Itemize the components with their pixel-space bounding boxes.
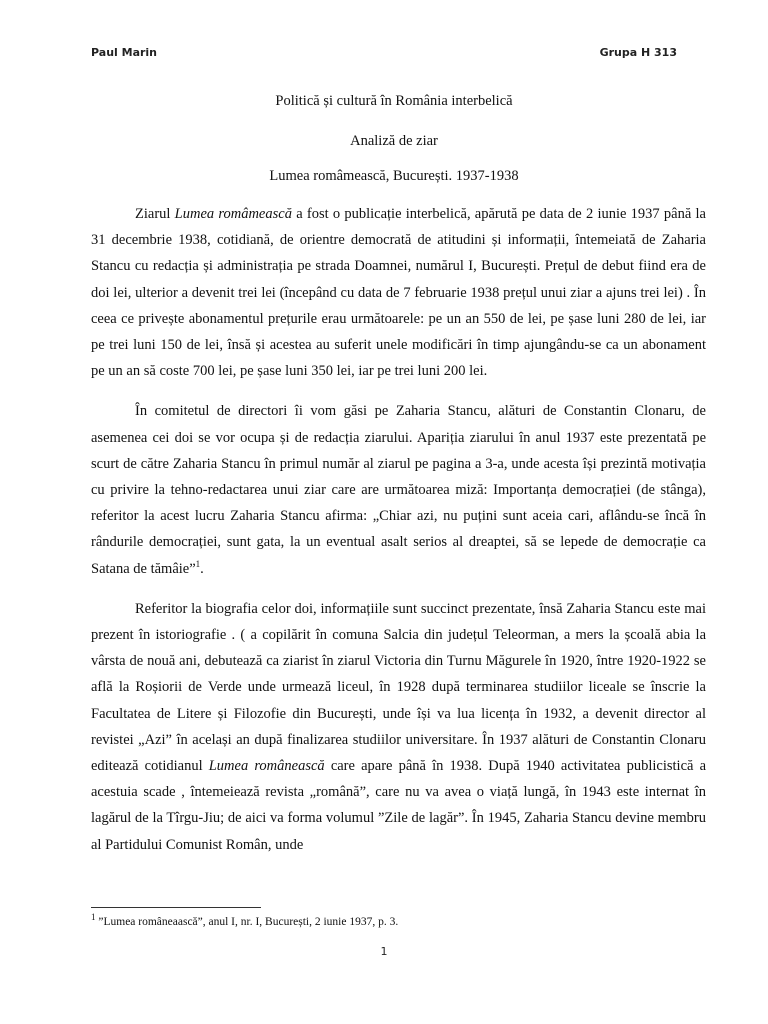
paragraph-2-end: . <box>200 560 204 577</box>
paragraph-1-text-a: Ziarul <box>135 206 175 222</box>
footnote-ref: 1 <box>195 558 201 569</box>
paragraph-1 <box>91 201 706 384</box>
footnote <box>91 912 399 928</box>
group-label: Grupa H 313 <box>599 46 677 59</box>
author-name: Paul Marin <box>91 46 158 59</box>
paragraph-2-text: În comitetul de directori îi vom găsi pe Zaharia Stancu, alături de Constantin Clonaru, de asemenea cei doi se vor ocupa și de redacția ziarului. Apariția ziarului în anul 1937 este prezentată pe scurt de către Zaharia Stancu în primul număr al ziarul pe pagina a 3-a, unde acesta își prezintă motivația cu privire la tehno-redactarea unui ziar care are următoarea miză: Importanța democrației (de stânga), referitor la acest lucru Zaharia Stancu afirma: „Chiar azi, nu puțini sunt aceia cari, aflându-se încă în rândurile democrației, sunt gata, la un eventual asalt serios al dreaptei, să se lepede de democrație ca Satana de tămâie” <box>91 403 706 577</box>
footnote-separator <box>91 907 261 908</box>
paragraph-3-text-b: care apare până în 1938. După 1940 activitatea publicistică a acestuia scade , întemeiează revista „română”, care nu va avea o viață lungă, în 1943 este internat în lagărul de la Tîrgu-Jiu; de aici va forma volumul ”Zile de lagăr”. În 1945, Zaharia Stancu devine membru al Partidului Comunist Român, unde <box>91 758 707 853</box>
newspaper-title: Lumea româmească, București. 1937-1938 <box>269 168 519 184</box>
page-number: 1 <box>380 945 388 958</box>
paragraph-3-text-a: Referitor la biografia celor doi, informațiile sunt succinct prezentate, însă Zaharia Stancu este mai prezent în istoriografie . ( a copilărit în comuna Salcia din județul Teleorman, a mers la școală abia la vârsta de nouă ani, debutează ca ziarist în ziarul Victoria din Turnu Măgurele în 1920, între 1920-1922 se află la Roșiorii de Verde unde urmează liceul, în 1928 după terminarea studiilor liceale se înscrie la Facultatea de Litere și Filozofie din București, unde își va lua licența în 1932, a devenit director al revistei „Azi” în același an după finalizarea studiilor universitare. În 1937 alături de Constantin Clonaru editează cotidianul <box>91 600 706 775</box>
paragraph-1-italic: Lumea româmească <box>174 206 292 222</box>
paragraph-3-italic: Lumea românească <box>208 758 325 775</box>
document-body <box>91 201 706 872</box>
paragraph-3 <box>91 596 706 858</box>
document-subtitle: Analiză de ziar <box>350 133 438 149</box>
paragraph-2 <box>91 398 706 581</box>
paragraph-1-text-b: a fost o publicație interbelică, apărută pe data de 2 iunie 1937 până la 31 decembrie 1938, cotidiană, de orientre democrată de atitudini și informații, întemeiată de Zaharia Stancu cu redacția și administrația pe strada Doamnei, numărul I, București. Prețul de debut fiind era de doi lei, ulterior a devenit trei lei (începând cu data de 7 februarie 1938 prețul unui ziar a ajuns trei lei) . În ceea ce privește abonamentul prețurile erau următoarele: pe un an 550 de lei, pe șase luni 280 de lei, iar pe trei luni 150 de lei, însă și acestea au suferit unele modificări în timp ajungându-se ca un abonament pe un an să coste 700 lei, pe șase luni 350 lei, iar pe trei luni 200 lei. <box>91 206 706 380</box>
footnote-text: ”Lumea româneaască”, anul I, nr. I, București, 2 iunie 1937, p. 3. <box>95 916 399 928</box>
document-title: Politică și cultură în România interbelică <box>275 93 513 109</box>
footnote-marker: 1 <box>91 912 96 923</box>
